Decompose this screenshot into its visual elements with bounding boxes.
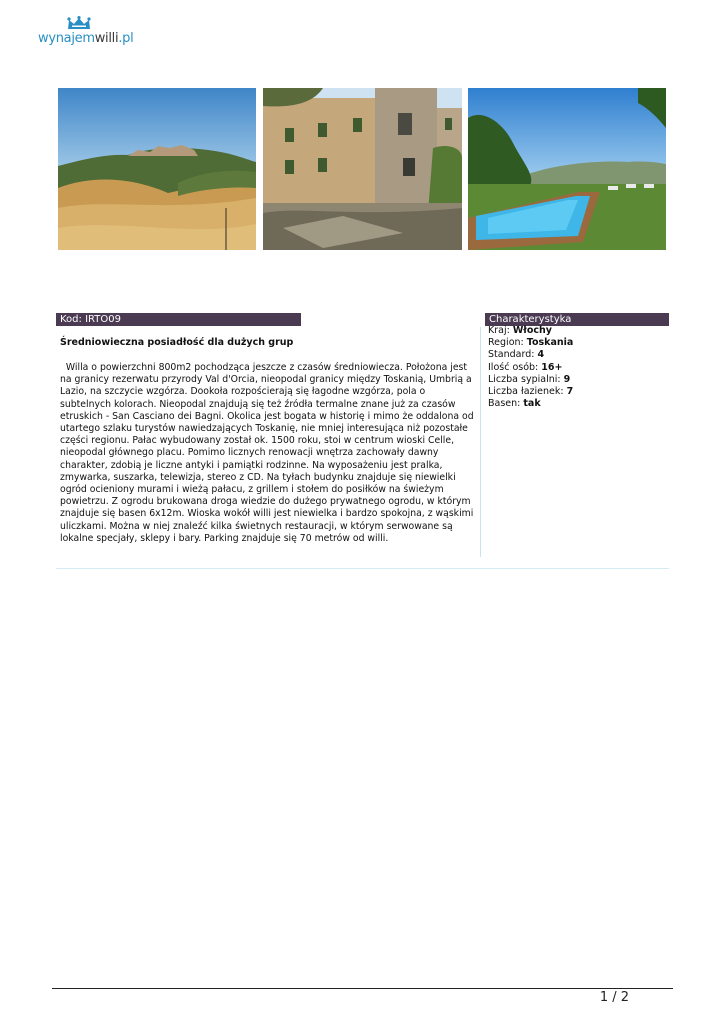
characteristic-region: Region: Toskania bbox=[488, 337, 574, 349]
crown-icon bbox=[66, 16, 92, 31]
photo-hill-town bbox=[58, 88, 256, 250]
photo-swimming-pool bbox=[468, 88, 666, 250]
listing-code-bar: Kod: IRTO09 bbox=[56, 313, 301, 326]
site-logo[interactable] bbox=[38, 16, 134, 50]
characteristics-list bbox=[488, 325, 573, 410]
column-divider bbox=[480, 327, 481, 557]
footer-rule bbox=[52, 988, 673, 989]
section-divider bbox=[56, 568, 669, 569]
photo-stone-building bbox=[263, 88, 462, 250]
page-number: 1 / 2 bbox=[599, 990, 629, 1005]
characteristic-standard: Standard: 4 bbox=[488, 349, 545, 361]
characteristic-pool: Basen: tak bbox=[488, 398, 541, 410]
characteristic-bedrooms: Liczba sypialni: 9 bbox=[488, 373, 571, 385]
listing-description: Willa o powierzchni 800m2 pochodząca jeszcze z czasów średniowiecza. Położona jest na granicy rezerwatu przyrody Val d'Orcia, nieopodal granicy między Toskanią, Umbrią a Lazio, na szczycie wzgórza. Dookoła rozpościerają się łagodne wzgórza, pola o subtelnych kolorach. Nieopodal znajdują się też źródła termalne znane już za czasów etruskich - San Casciano dei Bagni. Okolica jest bogata w historię i mimo że oddalona od utartego szlaku turystów nawiedzających Toskanię, nie mniej interesująca niż pozostałe części regionu. Pałac wybudowany został ok. 1500 roku, stoi w centrum wioski Celle, nieopodal głównego placu. Pomimo licznych renowacji wnętrza zachowały dawny charakter, zdobią je liczne antyki i pamiątki rodzinne. Na wyposażeniu jest pralka, zmywarka, suszarka, telewizja, stereo z CD. Na tyłach budynku znajduje się niewielki ogród ocieniony murami i wieżą pałacu, z grillem i stołem do posiłków na świeżym powietrzu. Z ogrodu brukowana droga wiedzie do dużego prywatnego ogrodu, w którym znajduje się basen 6x12m. Wioska wokół willi jest niewielka i bardzo spokojna, z wąskimi uliczkami. Można w niej znaleźć kilka świetnych restauracji, w którym serwowane są lokalne specjały, sklepy i bary. Parking znajduje się 70 metrów od willi. bbox=[60, 362, 477, 544]
characteristics-header: Charakterystyka bbox=[485, 313, 669, 326]
logo-text: wynajemwilli.pl bbox=[38, 31, 134, 46]
characteristic-persons: Ilość osób: 16+ bbox=[488, 361, 563, 373]
characteristic-country: Kraj: Włochy bbox=[488, 325, 552, 336]
characteristic-bathrooms: Liczba łazienek: 7 bbox=[488, 386, 574, 398]
listing-title: Średniowieczna posiadłość dla dużych grup bbox=[60, 337, 294, 348]
